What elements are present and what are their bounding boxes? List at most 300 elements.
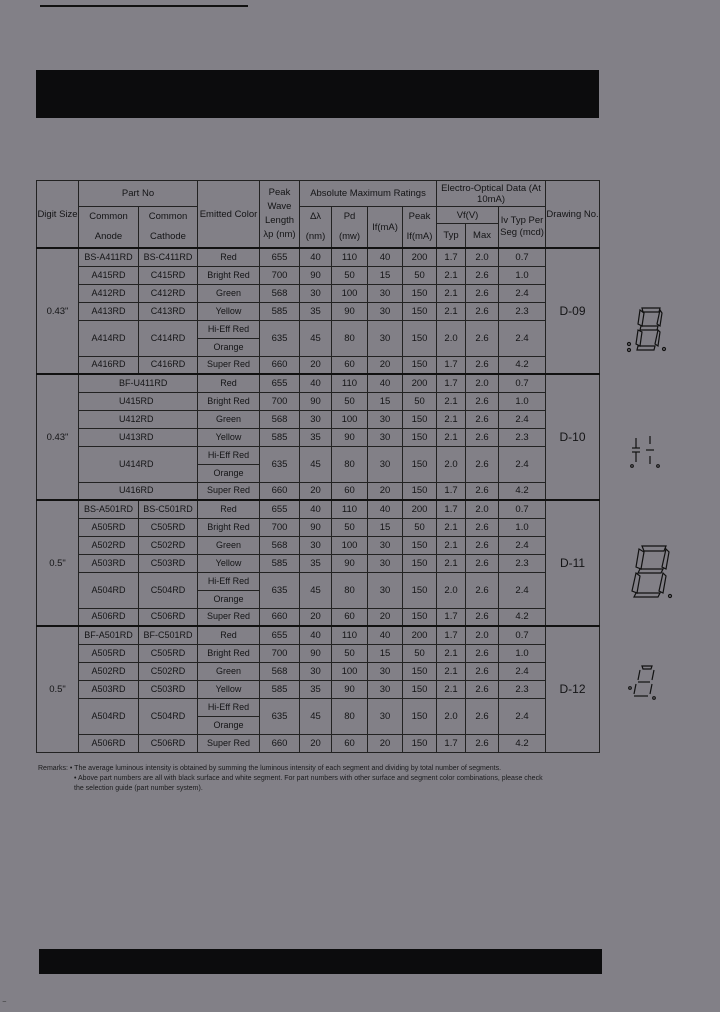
table-row <box>37 392 600 410</box>
cathode-part-cell: C502RD <box>139 662 198 680</box>
iv-typ-cell: 2.4 <box>499 536 546 554</box>
anode-part-cell: A506RD <box>79 734 139 752</box>
iv-typ-cell: 0.7 <box>499 248 546 266</box>
common-anode-header: Common Anode <box>79 207 139 249</box>
emitted-color-cell: Hi-Eff Red <box>198 446 260 464</box>
vf-max-cell: 2.6 <box>466 428 499 446</box>
peak-if-cell: 50 <box>403 644 437 662</box>
drawing-d11-seven-segment-icon <box>626 542 676 600</box>
vf-typ-cell: 2.1 <box>437 644 466 662</box>
part-number-cell: U416RD <box>79 482 198 500</box>
vf-typ-cell: 2.1 <box>437 392 466 410</box>
iv-typ-cell: 2.4 <box>499 284 546 302</box>
iv-typ-cell: 2.4 <box>499 410 546 428</box>
table-row <box>37 482 600 500</box>
drawing-no-cell: D-10 <box>546 374 600 500</box>
pd-cell: 110 <box>332 500 368 518</box>
remark-3: the selection guide (part number system). <box>74 785 203 792</box>
delta-lambda-cell: 40 <box>300 500 332 518</box>
delta-lambda-cell: 30 <box>300 662 332 680</box>
anode-part-cell: BS-A501RD <box>79 500 139 518</box>
table-row <box>37 626 600 644</box>
vf-typ-cell: 2.1 <box>437 554 466 572</box>
table-row <box>37 536 600 554</box>
anode-part-cell: A505RD <box>79 644 139 662</box>
if-cell: 30 <box>368 320 403 356</box>
table-row <box>37 446 600 464</box>
if-cell: 30 <box>368 284 403 302</box>
vf-typ-cell: 1.7 <box>437 500 466 518</box>
table-row <box>37 644 600 662</box>
iv-typ-cell: 4.2 <box>499 608 546 626</box>
vf-typ-cell: 1.7 <box>437 248 466 266</box>
cathode-part-cell: C416RD <box>139 356 198 374</box>
drawing-d10-seven-segment-icon <box>626 432 666 474</box>
peak-if-cell: 150 <box>403 428 437 446</box>
anode-part-cell: A414RD <box>79 320 139 356</box>
emitted-color-cell: Green <box>198 536 260 554</box>
cathode-part-cell: C504RD <box>139 698 198 734</box>
if-cell: 20 <box>368 482 403 500</box>
anode-part-cell: A503RD <box>79 554 139 572</box>
peak-if-cell: 200 <box>403 626 437 644</box>
if-cell: 20 <box>368 734 403 752</box>
delta-lambda-cell: 20 <box>300 482 332 500</box>
peak-wave-cell: 655 <box>260 626 300 644</box>
vf-header: Vf(V) <box>437 207 499 224</box>
max-header: Max <box>466 224 499 248</box>
vf-typ-cell: 2.1 <box>437 680 466 698</box>
table-row <box>37 680 600 698</box>
pd-header: Pd (mw) <box>332 207 368 249</box>
peak-wave-cell: 568 <box>260 284 300 302</box>
peak-wave-cell: 700 <box>260 644 300 662</box>
vf-typ-cell: 2.1 <box>437 662 466 680</box>
emitted-color-cell: Hi-Eff Red <box>198 572 260 590</box>
iv-typ-cell: 1.0 <box>499 644 546 662</box>
part-number-cell: U413RD <box>79 428 198 446</box>
remark-2: • Above part numbers are all with black surface and white segment. For part numbers with other surface and segment color combinations, please check <box>74 775 543 782</box>
delta-lambda-cell: 90 <box>300 644 332 662</box>
pd-cell: 90 <box>332 302 368 320</box>
anode-part-cell: A504RD <box>79 698 139 734</box>
cathode-part-cell: C415RD <box>139 266 198 284</box>
vf-max-cell: 2.6 <box>466 662 499 680</box>
peak-if-cell: 150 <box>403 662 437 680</box>
emitted-color-cell: Bright Red <box>198 392 260 410</box>
peak-wave-cell: 660 <box>260 356 300 374</box>
peak-if-cell: 150 <box>403 734 437 752</box>
delta-lambda-cell: 30 <box>300 410 332 428</box>
emitted-color-cell: Yellow <box>198 680 260 698</box>
pd-cell: 50 <box>332 518 368 536</box>
if-cell: 20 <box>368 356 403 374</box>
peak-wave-cell: 635 <box>260 446 300 482</box>
drawing-d12-seven-segment-icon <box>626 662 666 708</box>
peak-if-cell: 150 <box>403 302 437 320</box>
pd-cell: 100 <box>332 662 368 680</box>
pd-cell: 50 <box>332 266 368 284</box>
peak-if-cell: 150 <box>403 608 437 626</box>
iv-typ-cell: 2.4 <box>499 698 546 734</box>
if-cell: 30 <box>368 680 403 698</box>
peak-wave-cell: 585 <box>260 554 300 572</box>
iv-typ-cell: 1.0 <box>499 392 546 410</box>
digit-size-cell: 0.43" <box>37 374 79 500</box>
cathode-part-cell: C413RD <box>139 302 198 320</box>
vf-typ-cell: 1.7 <box>437 356 466 374</box>
delta-lambda-cell: 40 <box>300 374 332 392</box>
iv-typ-cell: 4.2 <box>499 734 546 752</box>
peak-wave-cell: 660 <box>260 482 300 500</box>
vf-max-cell: 2.6 <box>466 410 499 428</box>
if-cell: 15 <box>368 266 403 284</box>
pd-cell: 110 <box>332 626 368 644</box>
anode-part-cell: A415RD <box>79 266 139 284</box>
table-row <box>37 734 600 752</box>
iv-typ-header: Iv Typ Per Seg (mcd) <box>499 207 546 249</box>
remarks-label: Remarks: <box>38 765 68 772</box>
vf-typ-cell: 1.7 <box>437 374 466 392</box>
if-cell: 40 <box>368 500 403 518</box>
vf-typ-cell: 2.0 <box>437 320 466 356</box>
table-row <box>37 266 600 284</box>
iv-typ-cell: 0.7 <box>499 626 546 644</box>
peak-if-cell: 150 <box>403 698 437 734</box>
delta-lambda-cell: 35 <box>300 680 332 698</box>
anode-part-cell: BF-A501RD <box>79 626 139 644</box>
delta-lambda-cell: 90 <box>300 518 332 536</box>
digit-size-header: Digit Size <box>37 181 79 249</box>
cathode-part-cell: C414RD <box>139 320 198 356</box>
emitted-color-cell: Super Red <box>198 734 260 752</box>
part-number-cell: U414RD <box>79 446 198 482</box>
delta-lambda-cell: 90 <box>300 392 332 410</box>
anode-part-cell: A506RD <box>79 608 139 626</box>
delta-lambda-cell: 35 <box>300 302 332 320</box>
emitted-color-cell: Yellow <box>198 428 260 446</box>
emitted-color-cell: Green <box>198 410 260 428</box>
emitted-color-cell: Green <box>198 284 260 302</box>
iv-typ-cell: 1.0 <box>499 518 546 536</box>
emitted-color-header: Emitted Color <box>198 181 260 249</box>
peak-wave-cell: 568 <box>260 410 300 428</box>
table-row <box>37 698 600 716</box>
if-cell: 30 <box>368 428 403 446</box>
emitted-color-cell: Super Red <box>198 608 260 626</box>
part-number-cell: U412RD <box>79 410 198 428</box>
pd-cell: 110 <box>332 248 368 266</box>
vf-max-cell: 2.0 <box>466 248 499 266</box>
table-row <box>37 410 600 428</box>
table-row <box>37 356 600 374</box>
delta-lambda-cell: 45 <box>300 320 332 356</box>
vf-typ-cell: 2.1 <box>437 266 466 284</box>
emitted-color-cell: Orange <box>198 590 260 608</box>
peak-wave-cell: 585 <box>260 428 300 446</box>
pd-cell: 60 <box>332 608 368 626</box>
peak-if-cell: 150 <box>403 284 437 302</box>
pd-cell: 80 <box>332 320 368 356</box>
peak-if-cell: 150 <box>403 410 437 428</box>
peak-if-cell: 50 <box>403 266 437 284</box>
vf-max-cell: 2.6 <box>466 446 499 482</box>
cathode-part-cell: C506RD <box>139 734 198 752</box>
if-cell: 30 <box>368 572 403 608</box>
spec-table <box>36 180 600 753</box>
vf-typ-cell: 2.1 <box>437 536 466 554</box>
title-banner <box>36 70 599 118</box>
if-cell: 30 <box>368 446 403 482</box>
peak-if-cell: 150 <box>403 536 437 554</box>
delta-lambda-cell: 20 <box>300 734 332 752</box>
peak-if-cell: 150 <box>403 680 437 698</box>
delta-lambda-cell: 45 <box>300 446 332 482</box>
peak-wave-cell: 655 <box>260 374 300 392</box>
if-cell: 20 <box>368 608 403 626</box>
vf-typ-cell: 2.0 <box>437 572 466 608</box>
peak-wave-cell: 635 <box>260 572 300 608</box>
delta-lambda-cell: 35 <box>300 554 332 572</box>
anode-part-cell: A504RD <box>79 572 139 608</box>
delta-lambda-cell: 40 <box>300 248 332 266</box>
emitted-color-cell: Red <box>198 500 260 518</box>
cathode-part-cell: C504RD <box>139 572 198 608</box>
corner-mark: ⁻ <box>2 998 7 1008</box>
vf-max-cell: 2.6 <box>466 734 499 752</box>
cathode-part-cell: C503RD <box>139 554 198 572</box>
vf-max-cell: 2.6 <box>466 320 499 356</box>
pd-cell: 110 <box>332 374 368 392</box>
peak-wave-cell: 568 <box>260 662 300 680</box>
vf-typ-cell: 2.1 <box>437 284 466 302</box>
vf-max-cell: 2.6 <box>466 302 499 320</box>
pd-cell: 100 <box>332 410 368 428</box>
pd-cell: 100 <box>332 284 368 302</box>
vf-max-cell: 2.6 <box>466 518 499 536</box>
if-cell: 30 <box>368 302 403 320</box>
vf-typ-cell: 2.1 <box>437 518 466 536</box>
emitted-color-cell: Hi-Eff Red <box>198 320 260 338</box>
vf-typ-cell: 2.1 <box>437 410 466 428</box>
iv-typ-cell: 1.0 <box>499 266 546 284</box>
cathode-part-cell: BS-C501RD <box>139 500 198 518</box>
emitted-color-cell: Red <box>198 248 260 266</box>
anode-part-cell: A416RD <box>79 356 139 374</box>
vf-max-cell: 2.6 <box>466 266 499 284</box>
vf-typ-cell: 2.0 <box>437 446 466 482</box>
vf-typ-cell: 1.7 <box>437 482 466 500</box>
vf-max-cell: 2.6 <box>466 392 499 410</box>
iv-typ-cell: 4.2 <box>499 482 546 500</box>
iv-typ-cell: 2.3 <box>499 428 546 446</box>
if-cell: 30 <box>368 536 403 554</box>
if-cell: 40 <box>368 248 403 266</box>
delta-lambda-cell: 30 <box>300 536 332 554</box>
peak-wave-cell: 635 <box>260 320 300 356</box>
peak-if-cell: 50 <box>403 392 437 410</box>
iv-typ-cell: 2.4 <box>499 446 546 482</box>
drawing-no-header: Drawing No. <box>546 181 600 249</box>
table-row <box>37 284 600 302</box>
cathode-part-cell: C502RD <box>139 536 198 554</box>
peak-if-cell: 200 <box>403 374 437 392</box>
peak-if-cell: 150 <box>403 482 437 500</box>
if-cell: 30 <box>368 662 403 680</box>
digit-size-cell: 0.5" <box>37 500 79 626</box>
vf-typ-cell: 1.7 <box>437 608 466 626</box>
if-header: If(mA) <box>368 207 403 249</box>
emitted-color-cell: Super Red <box>198 356 260 374</box>
vf-max-cell: 2.6 <box>466 554 499 572</box>
pd-cell: 80 <box>332 572 368 608</box>
pd-cell: 60 <box>332 482 368 500</box>
emitted-color-cell: Orange <box>198 464 260 482</box>
iv-typ-cell: 2.4 <box>499 572 546 608</box>
peak-wave-header: Peak Wave Length λp (nm) <box>260 181 300 249</box>
peak-wave-cell: 585 <box>260 302 300 320</box>
pd-cell: 50 <box>332 392 368 410</box>
part-number-cell: BF-U411RD <box>79 374 198 392</box>
peak-if-cell: 50 <box>403 518 437 536</box>
cathode-part-cell: C505RD <box>139 644 198 662</box>
peak-if-cell: 150 <box>403 356 437 374</box>
peak-wave-cell: 660 <box>260 608 300 626</box>
common-cathode-header: Common Cathode <box>139 207 198 249</box>
if-cell: 30 <box>368 554 403 572</box>
part-number-cell: U415RD <box>79 392 198 410</box>
table-row <box>37 554 600 572</box>
table-row <box>37 662 600 680</box>
digit-size-cell: 0.43" <box>37 248 79 374</box>
peak-wave-cell: 660 <box>260 734 300 752</box>
vf-max-cell: 2.0 <box>466 626 499 644</box>
drawing-d09-seven-segment-icon <box>624 304 680 354</box>
delta-lambda-cell: 45 <box>300 572 332 608</box>
table-row <box>37 320 600 338</box>
iv-typ-cell: 0.7 <box>499 500 546 518</box>
peak-wave-cell: 635 <box>260 698 300 734</box>
typ-header: Typ <box>437 224 466 248</box>
vf-typ-cell: 1.7 <box>437 626 466 644</box>
cathode-part-cell: C506RD <box>139 608 198 626</box>
table-row <box>37 518 600 536</box>
iv-typ-cell: 0.7 <box>499 374 546 392</box>
vf-max-cell: 2.6 <box>466 644 499 662</box>
delta-lambda-cell: 20 <box>300 356 332 374</box>
if-cell: 15 <box>368 392 403 410</box>
vf-typ-cell: 2.1 <box>437 428 466 446</box>
peak-if-header: Peak If(mA) <box>403 207 437 249</box>
if-cell: 15 <box>368 518 403 536</box>
vf-max-cell: 2.6 <box>466 698 499 734</box>
delta-lambda-cell: 40 <box>300 626 332 644</box>
peak-wave-cell: 568 <box>260 536 300 554</box>
peak-wave-cell: 655 <box>260 248 300 266</box>
iv-typ-cell: 2.3 <box>499 680 546 698</box>
vf-typ-cell: 1.7 <box>437 734 466 752</box>
peak-wave-cell: 655 <box>260 500 300 518</box>
vf-max-cell: 2.6 <box>466 572 499 608</box>
vf-max-cell: 2.6 <box>466 680 499 698</box>
pd-cell: 90 <box>332 428 368 446</box>
pd-cell: 90 <box>332 554 368 572</box>
peak-if-cell: 150 <box>403 320 437 356</box>
emitted-color-cell: Red <box>198 626 260 644</box>
emitted-color-cell: Orange <box>198 716 260 734</box>
vf-max-cell: 2.0 <box>466 500 499 518</box>
peak-wave-cell: 700 <box>260 392 300 410</box>
digit-size-cell: 0.5" <box>37 626 79 752</box>
table-row <box>37 500 600 518</box>
anode-part-cell: A503RD <box>79 680 139 698</box>
vf-typ-cell: 2.0 <box>437 698 466 734</box>
vf-typ-cell: 2.1 <box>437 302 466 320</box>
peak-wave-cell: 700 <box>260 266 300 284</box>
iv-typ-cell: 2.4 <box>499 662 546 680</box>
emitted-color-cell: Hi-Eff Red <box>198 698 260 716</box>
drawing-no-cell: D-11 <box>546 500 600 626</box>
iv-typ-cell: 2.4 <box>499 320 546 356</box>
anode-part-cell: A413RD <box>79 302 139 320</box>
remark-1: • The average luminous intensity is obtained by summing the luminous intensity of each segment and dividing by total number of segments. <box>69 765 502 772</box>
vf-max-cell: 2.6 <box>466 482 499 500</box>
cathode-part-cell: C412RD <box>139 284 198 302</box>
top-rule <box>40 5 248 7</box>
table-row <box>37 374 600 392</box>
drawing-no-cell: D-12 <box>546 626 600 752</box>
cathode-part-cell: C503RD <box>139 680 198 698</box>
vf-max-cell: 2.6 <box>466 536 499 554</box>
emitted-color-cell: Orange <box>198 338 260 356</box>
vf-max-cell: 2.6 <box>466 284 499 302</box>
delta-lambda-cell: 45 <box>300 698 332 734</box>
peak-wave-cell: 585 <box>260 680 300 698</box>
if-cell: 30 <box>368 698 403 734</box>
electro-optical-header: Electro-Optical Data (At 10mA) <box>437 181 546 207</box>
pd-cell: 90 <box>332 680 368 698</box>
anode-part-cell: A505RD <box>79 518 139 536</box>
delta-lambda-cell: 30 <box>300 284 332 302</box>
anode-part-cell: A502RD <box>79 662 139 680</box>
table-row <box>37 608 600 626</box>
emitted-color-cell: Bright Red <box>198 518 260 536</box>
peak-if-cell: 150 <box>403 572 437 608</box>
anode-part-cell: A412RD <box>79 284 139 302</box>
part-no-header: Part No <box>79 181 198 207</box>
emitted-color-cell: Yellow <box>198 302 260 320</box>
anode-part-cell: BS-A411RD <box>79 248 139 266</box>
iv-typ-cell: 4.2 <box>499 356 546 374</box>
delta-lambda-cell: 35 <box>300 428 332 446</box>
drawing-no-cell: D-09 <box>546 248 600 374</box>
table-row <box>37 428 600 446</box>
cathode-part-cell: C505RD <box>139 518 198 536</box>
pd-cell: 80 <box>332 698 368 734</box>
emitted-color-cell: Super Red <box>198 482 260 500</box>
peak-if-cell: 150 <box>403 554 437 572</box>
table-row <box>37 572 600 590</box>
delta-lambda-header: Δλ (nm) <box>300 207 332 249</box>
peak-wave-cell: 700 <box>260 518 300 536</box>
if-cell: 40 <box>368 374 403 392</box>
peak-if-cell: 200 <box>403 248 437 266</box>
abs-max-header: Absolute Maximum Ratings <box>300 181 437 207</box>
pd-cell: 80 <box>332 446 368 482</box>
peak-if-cell: 150 <box>403 446 437 482</box>
table-row <box>37 248 600 266</box>
iv-typ-cell: 2.3 <box>499 302 546 320</box>
